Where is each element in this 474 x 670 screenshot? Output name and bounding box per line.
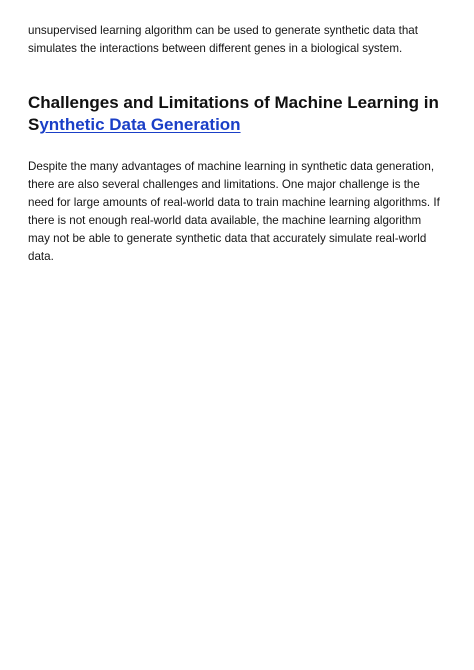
section-body-paragraph: Despite the many advantages of machine learning in synthetic data generation, there are also several challenges and limitations. One major challenge is the need for large amounts of real-world data to train machine learning algorithms. If there is not enough real-world data available, the machine learning algorithm may not be able to generate synthetic data that accurately simulate real-world data. (28, 160, 440, 263)
section-heading-text: Challenges and Limitations of Machine Learning in S (28, 93, 439, 134)
section-heading (28, 92, 446, 136)
intro-paragraph: unsupervised learning algorithm can be used to generate synthetic data that simulates the interactions between different genes in a biological system. (28, 24, 418, 55)
synthetic-data-generation-link[interactable]: ynthetic Data Generation (39, 115, 241, 134)
